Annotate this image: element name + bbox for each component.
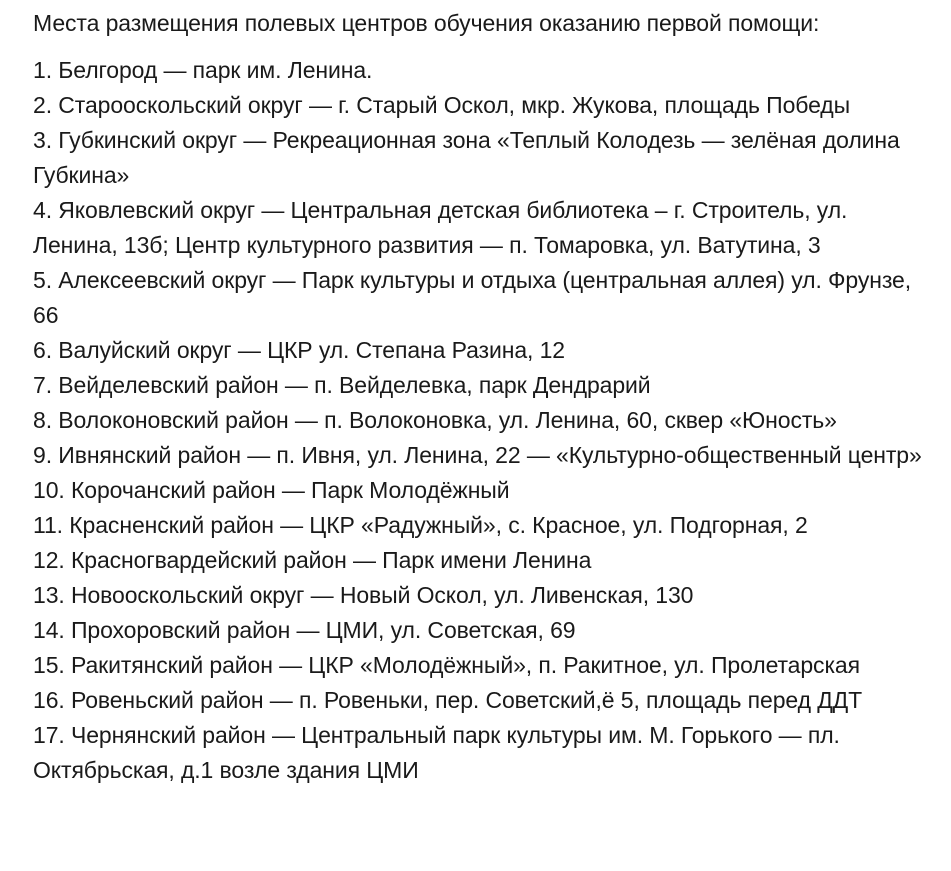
list-item: 14. Прохоровский район — ЦМИ, ул. Советская, 69	[33, 617, 576, 643]
list-item: 7. Вейделевский район — п. Вейделевка, парк Дендрарий	[33, 372, 651, 398]
locations-list	[33, 53, 933, 788]
list-item: 15. Ракитянский район — ЦКР «Молодёжный», п. Ракитное, ул. Пролетарская	[33, 652, 860, 678]
list-item: 12. Красногвардейский район — Парк имени Ленина	[33, 547, 592, 573]
list-item: 13. Новооскольский округ — Новый Оскол, ул. Ливенская, 130	[33, 582, 694, 608]
list-item: 3. Губкинский округ — Рекреационная зона «Теплый Колодезь — зелёная долина Губкина»	[33, 127, 900, 188]
list-item: 9. Ивнянский район — п. Ивня, ул. Ленина, 22 — «Культурно-общественный центр»	[33, 442, 922, 468]
list-item: 4. Яковлевский округ — Центральная детская библиотека – г. Строитель, ул. Ленина, 13б; Центр культурного развития — п. Томаровка, ул. Ватутина, 3	[33, 197, 848, 258]
list-item: 2. Старооскольский округ — г. Старый Оскол, мкр. Жукова, площадь Победы	[33, 92, 851, 118]
list-item: 11. Красненский район — ЦКР «Радужный», с. Красное, ул. Подгорная, 2	[33, 512, 808, 538]
list-item: 6. Валуйский округ — ЦКР ул. Степана Разина, 12	[33, 337, 565, 363]
list-item: 5. Алексеевский округ — Парк культуры и отдыха (центральная аллея) ул. Фрунзе, 66	[33, 267, 912, 328]
list-item: 1. Белгород — парк им. Ленина.	[33, 57, 373, 83]
list-item: 17. Чернянский район — Центральный парк культуры им. М. Горького — пл. Октябрьская, д.1 возле здания ЦМИ	[33, 722, 840, 783]
list-item: 10. Корочанский район — Парк Молодёжный	[33, 477, 510, 503]
list-item: 16. Ровеньский район — п. Ровеньки, пер. Советский,ё 5, площадь перед ДДТ	[33, 687, 863, 713]
list-item: 8. Волоконовский район — п. Волоконовка, ул. Ленина, 60, сквер «Юность»	[33, 407, 837, 433]
document	[33, 6, 933, 788]
document-heading: Места размещения полевых центров обучения оказанию первой помощи:	[33, 10, 820, 36]
